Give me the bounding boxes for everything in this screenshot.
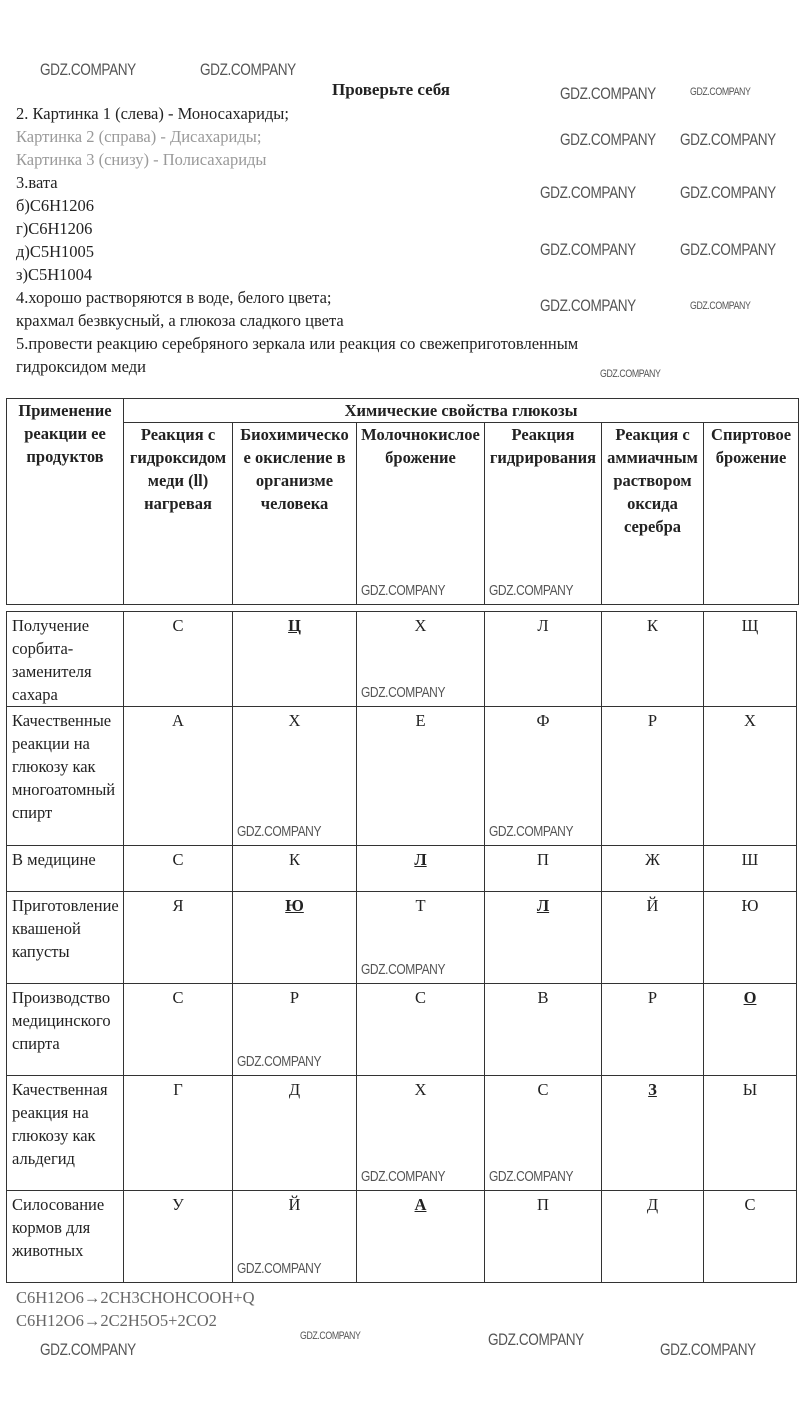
letter: Ю bbox=[741, 896, 759, 915]
letter: А bbox=[414, 1195, 427, 1214]
watermark: GDZ.COMPANY bbox=[680, 240, 776, 259]
row-label: Приготовление квашеной капусты bbox=[7, 892, 124, 984]
letter-cell bbox=[124, 1076, 233, 1191]
letter: Ы bbox=[742, 1080, 758, 1099]
header-col-text: Спиртовое брожение bbox=[711, 425, 792, 467]
letter: С bbox=[744, 1195, 756, 1214]
watermark: GDZ.COMPANY bbox=[680, 130, 776, 149]
header-col bbox=[357, 423, 485, 605]
letter: Ш bbox=[741, 850, 759, 869]
letter-cell bbox=[485, 707, 602, 846]
letter: Л bbox=[537, 616, 549, 635]
watermark: GDZ.COMPANY bbox=[40, 60, 136, 79]
answer-line: Картинка 2 (справа) - Дисахариды; bbox=[16, 127, 262, 146]
header-col-text: Реакция с гидроксидом меди (ll) нагревая bbox=[129, 425, 227, 513]
letter: О bbox=[743, 988, 757, 1007]
letter: Ж bbox=[645, 850, 660, 869]
watermark: GDZ.COMPANY bbox=[540, 183, 636, 202]
watermark: GDZ.COMPANY bbox=[488, 1330, 584, 1349]
letter-cell bbox=[485, 1191, 602, 1283]
page-title: Проверьте себя bbox=[332, 80, 450, 99]
answer-line: 4.хорошо растворяются в воде, белого цвета; bbox=[16, 288, 332, 307]
watermark: GDZ.COMPANY bbox=[489, 1168, 574, 1185]
watermark: GDZ.COMPANY bbox=[361, 1168, 446, 1185]
letter: Х bbox=[414, 616, 427, 635]
watermark: GDZ.COMPANY bbox=[690, 86, 751, 98]
answer-line: 3.вата bbox=[16, 173, 58, 192]
letter-cell bbox=[233, 612, 357, 707]
letter: Т bbox=[415, 896, 426, 915]
letter: П bbox=[537, 850, 549, 869]
letter: С bbox=[172, 850, 184, 869]
header-col-text: Реакция с аммиачным раствором оксида серебра bbox=[607, 425, 698, 536]
letter: Я bbox=[172, 896, 184, 915]
header-col-text: Реакция гидрирования bbox=[489, 425, 597, 467]
letter: Р bbox=[647, 711, 658, 730]
header-application: Применение реакции ее продуктов bbox=[7, 399, 124, 605]
letter: К bbox=[646, 616, 658, 635]
table-section bbox=[6, 398, 802, 1332]
letter: К bbox=[288, 850, 300, 869]
letter: Л bbox=[536, 896, 550, 915]
row-label: Силосование кормов для животных bbox=[7, 1191, 124, 1283]
header-col-text: Молочнокислое брожение bbox=[361, 425, 480, 467]
letter: Ю bbox=[285, 896, 304, 915]
letter-cell bbox=[357, 707, 485, 846]
letter-cell bbox=[485, 1076, 602, 1191]
letter: З bbox=[648, 1080, 657, 1099]
letter-cell bbox=[704, 612, 797, 707]
letter: Д bbox=[288, 1080, 301, 1099]
letter: Щ bbox=[741, 616, 759, 635]
watermark: GDZ.COMPANY bbox=[560, 130, 656, 149]
letter-cell bbox=[602, 612, 704, 707]
watermark: GDZ.COMPANY bbox=[300, 1330, 361, 1342]
header-col bbox=[233, 423, 357, 605]
equations bbox=[16, 1286, 802, 1332]
watermark: GDZ.COMPANY bbox=[361, 582, 446, 599]
letter-cell bbox=[485, 846, 602, 892]
letter-cell bbox=[124, 707, 233, 846]
watermark: GDZ.COMPANY bbox=[40, 1340, 136, 1359]
letter: П bbox=[537, 1195, 549, 1214]
watermark: GDZ.COMPANY bbox=[540, 240, 636, 259]
header-col bbox=[602, 423, 704, 605]
letter-cell bbox=[357, 1076, 485, 1191]
equation: C6H12O6→2C2H5O5+2CO2 bbox=[16, 1311, 217, 1330]
letter-cell bbox=[357, 1191, 485, 1283]
letter: Й bbox=[288, 1195, 301, 1214]
answer-line: крахмал безвкусный, а глюкоза сладкого цвета bbox=[16, 311, 344, 330]
watermark: GDZ.COMPANY bbox=[690, 300, 751, 312]
watermark: GDZ.COMPANY bbox=[600, 368, 661, 380]
row-label: В медицине bbox=[7, 846, 124, 892]
letter: Е bbox=[415, 711, 426, 730]
watermark: GDZ.COMPANY bbox=[237, 1260, 322, 1277]
letter: Г bbox=[173, 1080, 183, 1099]
table-row bbox=[7, 1076, 797, 1191]
letter-cell bbox=[704, 892, 797, 984]
letter: А bbox=[172, 711, 184, 730]
table-row bbox=[7, 612, 797, 707]
answer-line: з)C5H1004 bbox=[16, 265, 93, 284]
letter-cell bbox=[704, 707, 797, 846]
letter-cell bbox=[233, 846, 357, 892]
letter-cell bbox=[124, 892, 233, 984]
letter: С bbox=[172, 988, 184, 1007]
watermark: GDZ.COMPANY bbox=[680, 183, 776, 202]
letter-cell bbox=[357, 846, 485, 892]
row-label: Качественные реакции на глюкозу как многоатомный спирт bbox=[7, 707, 124, 846]
letter-cell bbox=[602, 984, 704, 1076]
header-col bbox=[485, 423, 602, 605]
letter: У bbox=[172, 1195, 184, 1214]
letter: Л bbox=[414, 850, 427, 869]
answer-line: гидроксидом меди bbox=[16, 357, 146, 376]
answer-table bbox=[6, 611, 797, 1283]
watermark: GDZ.COMPANY bbox=[237, 823, 322, 840]
table-row bbox=[7, 707, 797, 846]
row-label: Получение сорбита-заменителя сахара bbox=[7, 612, 124, 707]
answer-line: б)C6H1206 bbox=[16, 196, 95, 215]
header-chemical-properties: Химические свойства глюкозы bbox=[124, 399, 799, 423]
letter: Х bbox=[744, 711, 756, 730]
answer-lines bbox=[16, 102, 578, 378]
letter: С bbox=[172, 616, 184, 635]
letter-cell bbox=[704, 1191, 797, 1283]
answer-line: 2. Картинка 1 (слева) - Моносахариды; bbox=[16, 104, 289, 123]
watermark: GDZ.COMPANY bbox=[489, 823, 574, 840]
letter-cell bbox=[233, 1076, 357, 1191]
letter-cell bbox=[233, 892, 357, 984]
letter-cell bbox=[233, 984, 357, 1076]
letter-cell bbox=[704, 1076, 797, 1191]
letter: Х bbox=[288, 711, 301, 730]
letter-cell bbox=[602, 707, 704, 846]
table-row bbox=[7, 1191, 797, 1283]
table-row bbox=[7, 892, 797, 984]
answer-line: д)C5H1005 bbox=[16, 242, 95, 261]
letter-cell bbox=[602, 892, 704, 984]
answer-line: Картинка 3 (снизу) - Полисахариды bbox=[16, 150, 267, 169]
table-row bbox=[7, 984, 797, 1076]
table-row bbox=[7, 846, 797, 892]
letter-cell bbox=[357, 612, 485, 707]
letter-cell bbox=[602, 846, 704, 892]
header-col-text: Биохимическое окисление в организме человека bbox=[240, 425, 349, 513]
watermark: GDZ.COMPANY bbox=[560, 84, 656, 103]
equation: C6H12O6→2CH3CHOHCOOH+Q bbox=[16, 1288, 255, 1307]
letter-cell bbox=[602, 1076, 704, 1191]
letter: С bbox=[414, 988, 426, 1007]
letter: Д bbox=[646, 1195, 659, 1214]
letter: Р bbox=[647, 988, 658, 1007]
letter-cell bbox=[124, 612, 233, 707]
letter: Х bbox=[414, 1080, 427, 1099]
watermark: GDZ.COMPANY bbox=[361, 961, 446, 978]
letter-cell bbox=[124, 984, 233, 1076]
letter-cell bbox=[602, 1191, 704, 1283]
letter: Ц bbox=[288, 616, 301, 635]
letter-cell bbox=[485, 984, 602, 1076]
letter: Ф bbox=[536, 711, 550, 730]
header-col bbox=[124, 423, 233, 605]
letter: В bbox=[537, 988, 549, 1007]
watermark: GDZ.COMPANY bbox=[361, 684, 446, 701]
row-label: Качественная реакция на глюкозу как альдегид bbox=[7, 1076, 124, 1191]
letter: Р bbox=[289, 988, 300, 1007]
watermark: GDZ.COMPANY bbox=[540, 296, 636, 315]
letter: Й bbox=[646, 896, 659, 915]
row-label: Производство медицинского спирта bbox=[7, 984, 124, 1076]
letter-cell bbox=[485, 612, 602, 707]
letter: С bbox=[537, 1080, 549, 1099]
watermark: GDZ.COMPANY bbox=[237, 1053, 322, 1070]
letter-cell bbox=[124, 1191, 233, 1283]
letter-cell bbox=[704, 846, 797, 892]
watermark: GDZ.COMPANY bbox=[660, 1340, 756, 1359]
table-header bbox=[6, 398, 799, 605]
letter-cell bbox=[124, 846, 233, 892]
letter-cell bbox=[485, 892, 602, 984]
answer-line: 5.провести реакцию серебряного зеркала или реакция со свежеприготовленным bbox=[16, 334, 579, 353]
letter-cell bbox=[704, 984, 797, 1076]
answer-line: г)C6H1206 bbox=[16, 219, 93, 238]
letter-cell bbox=[233, 1191, 357, 1283]
letter-cell bbox=[357, 892, 485, 984]
header-col bbox=[704, 423, 799, 605]
letter-cell bbox=[357, 984, 485, 1076]
watermark: GDZ.COMPANY bbox=[489, 582, 574, 599]
letter-cell bbox=[233, 707, 357, 846]
watermark: GDZ.COMPANY bbox=[200, 60, 296, 79]
